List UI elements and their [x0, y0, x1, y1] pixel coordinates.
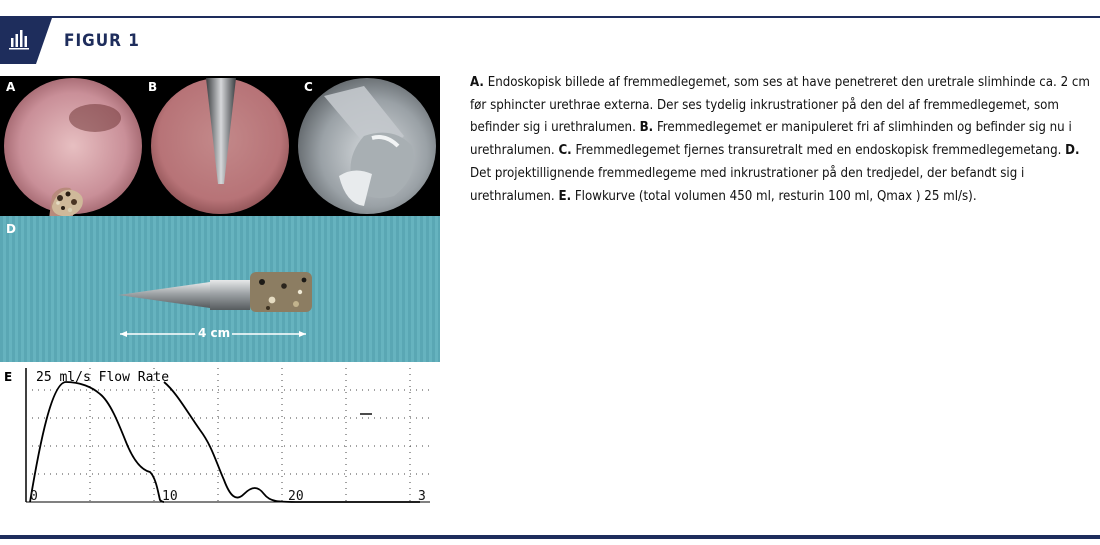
panel-e-letter: E: [4, 370, 13, 384]
caption-label-e: E.: [558, 188, 572, 204]
projectile-object-drawing: [0, 216, 440, 362]
x-tick-label: 0: [30, 489, 38, 504]
figure-header: [0, 18, 1100, 64]
panel-c-endoscopy-image: [294, 76, 440, 216]
caption-text-d: Det projektillignende fremmedlegeme med inkrustrationer på den tredjedel, der befandt sig i urethralumen.: [470, 165, 1025, 204]
embedded-object-drawing: [146, 76, 294, 216]
caption-text-e: Flowkurve (total volumen 450 ml, resturin 100 ml, Qmax ) 25 ml/s).: [571, 188, 977, 204]
header-slant: [36, 18, 52, 64]
figure-caption: [470, 72, 1098, 208]
figure-title: FIGUR 1: [64, 31, 140, 51]
caption-text-c: Fremmedlegemet fjernes transuretralt med en endoskopisk fremmedlegemetang.: [571, 143, 1066, 159]
panel-d-letter: D: [6, 222, 16, 236]
x-tick-label: 3: [418, 489, 426, 504]
panel-a-letter: A: [6, 80, 16, 94]
caption-label-d: D.: [1065, 143, 1080, 159]
panel-d-specimen-photo: [0, 216, 440, 362]
embedded-object-drawing: [294, 76, 440, 216]
panel-b-letter: B: [148, 80, 158, 94]
scale-label: 4 cm: [198, 326, 231, 340]
embedded-object-drawing: [0, 76, 146, 216]
caption-label-a: A.: [470, 75, 484, 90]
caption-text-a: Endoskopisk billede af fremmedlegemet, som ses at have penetreret den uretrale slimhinde ca. 2 cm før sphincter urethrae externa. Der ses tydelig inkrustrationer på den del af fremmedlegemet, som befinder sig i urethralumen.: [470, 75, 1090, 136]
panel-b-endoscopy-image: [146, 76, 294, 216]
x-tick-label: 10: [162, 489, 178, 504]
caption-label-b: B.: [639, 120, 654, 136]
bar-chart-icon: [9, 28, 29, 50]
x-tick-label: 20: [288, 489, 304, 504]
panel-c-letter: C: [304, 80, 313, 94]
panel-a-endoscopy-image: [0, 76, 146, 216]
panel-e-flow-curve: [0, 362, 440, 510]
caption-label-c: C.: [558, 143, 572, 159]
bottom-rule: [0, 535, 1100, 539]
caption-text-b: Fremmedlegemet er manipuleret fri af slimhinden og befinder sig nu i urethralumen.: [470, 120, 1072, 159]
header-icon-box: [0, 18, 36, 64]
plot-title: 25 ml/s Flow Rate: [36, 370, 170, 385]
